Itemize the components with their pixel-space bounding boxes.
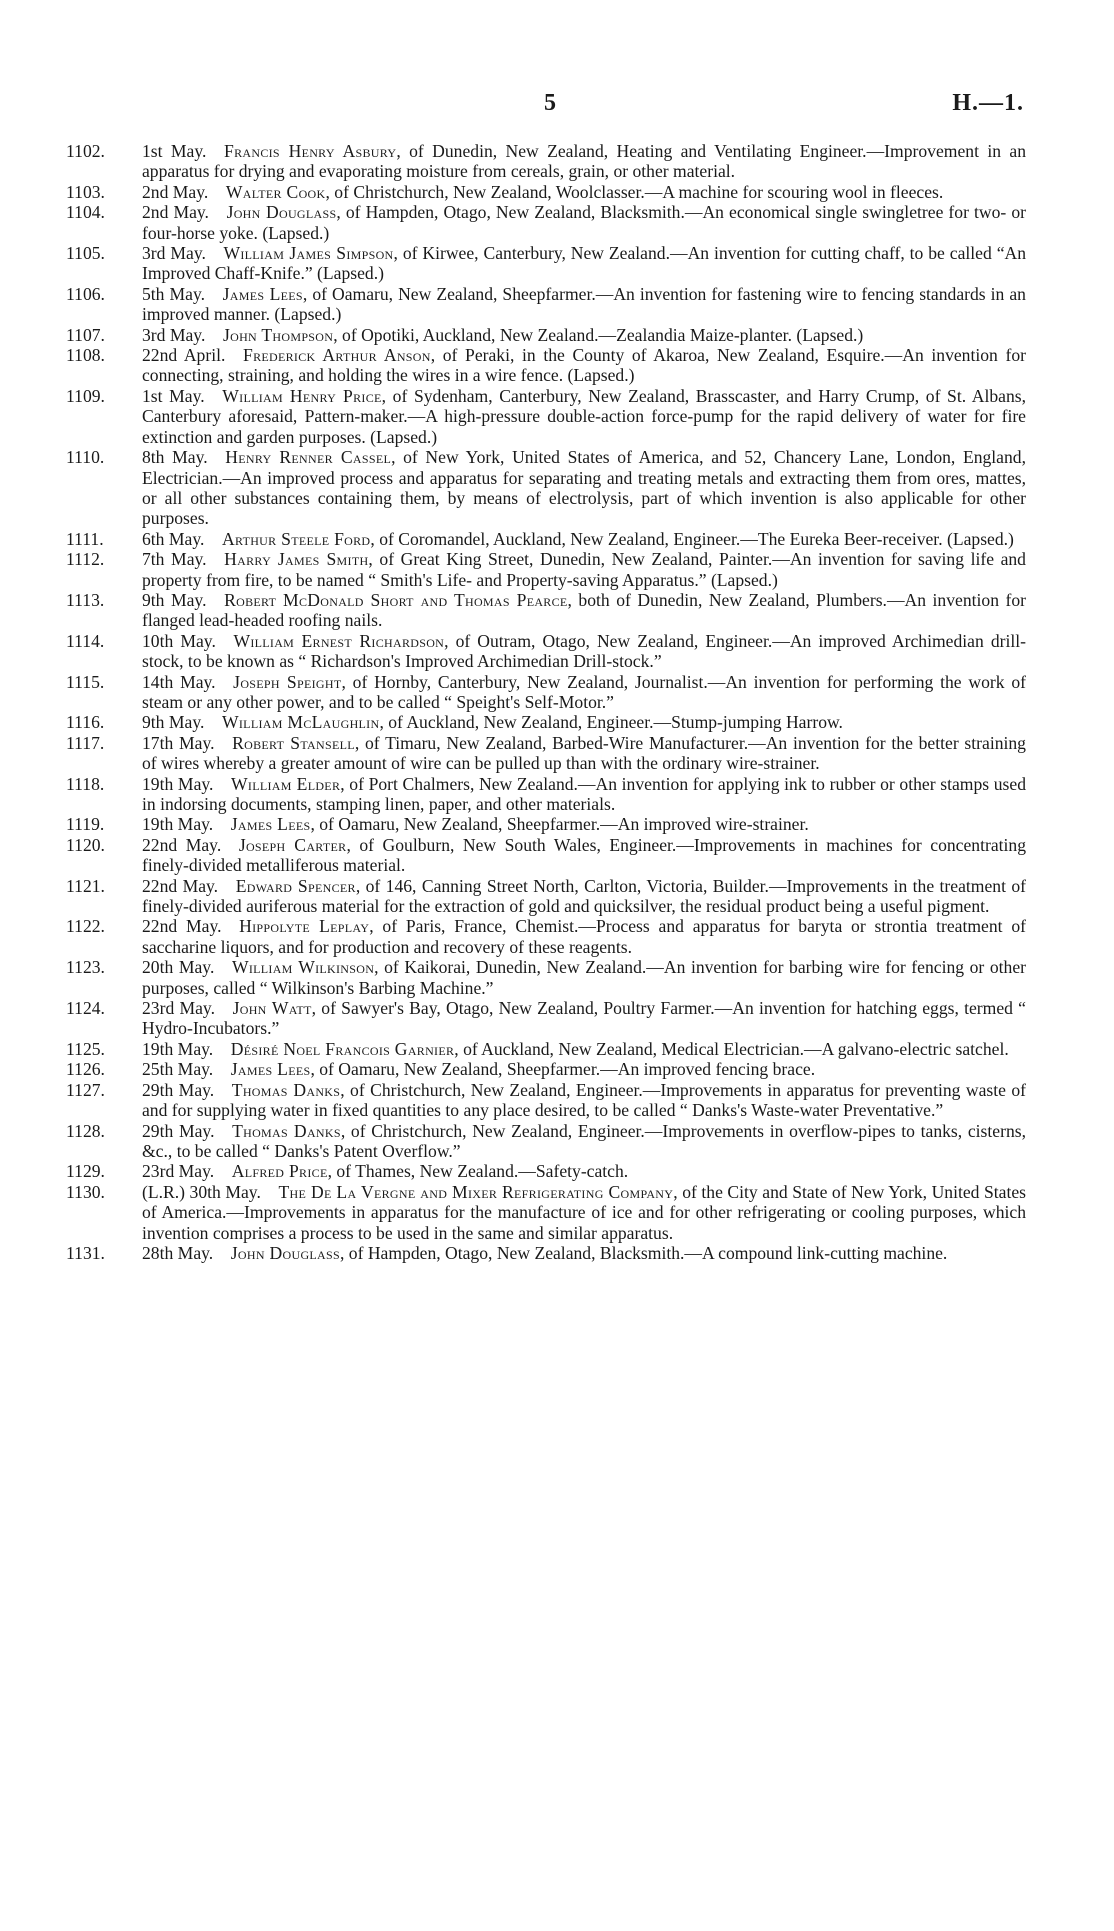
entry-number: 1111. [66, 528, 104, 549]
entry-description: , of Timaru, New Zealand, Barbed-Wire Manufacturer.—An invention for the better straining of wires whereby a greater amount of wire can be pulled up than with the ordinary wire-strainer. [142, 732, 1026, 774]
entry-description: , of Auckland, New Zealand, Medical Electrician.—A galvano-electric satchel. [454, 1038, 1009, 1059]
entry-description: , of Goulburn, New South Wales, Engineer.—Improvements in machines for concentrating finely-divided metalliferous material. [142, 834, 1026, 876]
entry-number: 1109. [66, 385, 105, 406]
entry-number: 1123. [66, 957, 105, 978]
applicant-name: William Wilkinson [231, 957, 375, 978]
patent-entry [66, 182, 1026, 202]
applicant-name: Joseph Speight [233, 671, 342, 692]
patent-entry [66, 1121, 1026, 1162]
applicant-name: Joseph Carter [238, 834, 347, 855]
applicant-name: William Ernest Richardson [233, 630, 445, 651]
applicant-name: Robert Stansell [232, 732, 355, 753]
entry-number: 1118. [66, 773, 105, 794]
entry-date: 5th May. [142, 283, 206, 304]
applicant-name: William James Simpson [223, 243, 394, 264]
entry-date: 7th May. [142, 549, 207, 570]
patent-entry [66, 712, 1026, 732]
entry-description: , of Christchurch, New Zealand, Woolclasser.—A machine for scouring wool in fleeces. [325, 181, 944, 202]
entry-date: 8th May. [142, 447, 208, 468]
entry-description: , of Hornby, Canterbury, New Zealand, Journalist.—An invention for performing the work of steam or any other power, and to be called “ Speight's Self-Motor.” [142, 671, 1026, 712]
entry-date: 22nd May. [142, 834, 222, 855]
entry-number: 1121. [66, 875, 105, 896]
entry-description: , of Kirwee, Canterbury, New Zealand.—An invention for cutting chaff, to be called “An Improved Chaff-Knife.” (Lapsed.) [142, 243, 1026, 284]
entry-date: 9th May. [142, 589, 207, 610]
entry-number: 1104. [66, 202, 105, 223]
applicant-name: Désiré Noel Francois Garnier [230, 1038, 455, 1059]
applicant-name: Harry James Smith [224, 549, 369, 570]
entry-number: 1112. [66, 549, 105, 570]
applicant-name: Robert McDonald Short and Thomas Pearce [224, 589, 568, 610]
patent-entry [66, 916, 1026, 957]
entry-number: 1115. [66, 671, 105, 692]
applicant-name: James Lees [222, 283, 303, 304]
patent-entry [66, 1080, 1026, 1121]
applicant-name: James Lees [230, 1059, 311, 1080]
entry-number: 1128. [66, 1120, 105, 1141]
entry-description: , of Outram, Otago, New Zealand, Engineer.—An improved Archimedian drill-stock, to be known as “ Richardson's Improved Archimedian Drill-stock.” [142, 630, 1026, 672]
entry-number: 1125. [66, 1038, 105, 1059]
entry-description: , of Oamaru, New Zealand, Sheepfarmer.—An improved wire-strainer. [310, 814, 809, 835]
applicant-name: John Thompson [222, 324, 334, 345]
page-reference: H.—1. [952, 90, 1024, 116]
patent-entry [66, 141, 1026, 182]
applicant-name: John Douglass [226, 202, 337, 223]
entry-date: 19th May. [142, 1038, 214, 1059]
entry-number: 1106. [66, 283, 105, 304]
entry-description: , of Hampden, Otago, New Zealand, Blacksmith.—An economical single swingletree for two- or four-horse yoke. (Lapsed.) [142, 202, 1026, 243]
entry-number: 1124. [66, 998, 105, 1019]
entry-number: 1103. [66, 181, 105, 202]
entry-description: , of Great King Street, Dunedin, New Zealand, Painter.—An invention for saving life and property from fire, to be named “ Smith's Life- and Property-saving Apparatus.” (Lapsed.) [142, 549, 1026, 590]
patent-entry [66, 447, 1026, 529]
entry-date: (L.R.) 30th May. [142, 1181, 261, 1202]
applicant-name: John Douglass [230, 1242, 340, 1263]
entry-date: 19th May. [142, 773, 214, 794]
entry-date: 9th May. [142, 712, 205, 733]
entry-date: 22nd May. [142, 875, 219, 896]
entry-date: 6th May. [142, 528, 205, 549]
patent-entry [66, 243, 1026, 284]
patent-entry [66, 998, 1026, 1039]
entry-description: , of Oamaru, New Zealand, Sheepfarmer.—An improved fencing brace. [310, 1059, 816, 1080]
patent-entry [66, 284, 1026, 325]
entry-date: 28th May. [142, 1242, 214, 1263]
applicant-name: James Lees [230, 814, 311, 835]
entry-description: , of Peraki, in the County of Akaroa, New Zealand, Esquire.—An invention for connecting, straining, and holding the wires in a wire fence. (Lapsed.) [142, 345, 1026, 386]
entry-number: 1120. [66, 834, 105, 855]
entry-number: 1108. [66, 345, 105, 366]
entry-description: , of Christchurch, New Zealand, Engineer.—Improvements in overflow-pipes to tanks, cisterns, &c., to be called “ Danks's Patent Overflow.” [142, 1120, 1026, 1161]
applicant-name: William McLaughlin [221, 712, 380, 733]
patent-entry [66, 631, 1026, 672]
entry-date: 20th May. [142, 957, 215, 978]
patent-entry [66, 1039, 1026, 1059]
patent-entry [66, 1161, 1026, 1181]
entry-number: 1129. [66, 1161, 105, 1182]
patent-entry [66, 549, 1026, 590]
entry-date: 25th May. [142, 1059, 214, 1080]
patent-entry [66, 957, 1026, 998]
applicant-name: The De La Vergne and Mixer Refrigerating Company [278, 1181, 674, 1202]
patent-entry [66, 529, 1026, 549]
entry-number: 1119. [66, 814, 105, 835]
patent-entry [66, 835, 1026, 876]
entry-description: , of Sydenham, Canterbury, New Zealand, Brasscaster, and Harry Crump, of St. Albans, Canterbury aforesaid, Pattern-maker.—A high-pressure double-action force-pump for the rapid delivery of water for fire extinction and garden purposes. (Lapsed.) [142, 385, 1027, 447]
patent-entry [66, 386, 1026, 447]
entry-description: , of Opotiki, Auckland, New Zealand.—Zealandia Maize-planter. (Lapsed.) [333, 324, 864, 345]
applicant-name: Alfred Price [231, 1161, 328, 1182]
entry-date: 22nd April. [142, 345, 226, 366]
applicant-name: Walter Cook [225, 181, 326, 202]
patent-entry [66, 1182, 1026, 1243]
entry-description: , of Auckland, New Zealand, Engineer.—Stump-jumping Harrow. [379, 712, 843, 733]
patent-entry [66, 672, 1026, 713]
applicant-name: Thomas Danks [232, 1120, 341, 1141]
entry-description: , of Sawyer's Bay, Otago, New Zealand, Poultry Farmer.—An invention for hatching eggs, termed “ Hydro-Incubators.” [142, 998, 1026, 1039]
entry-date: 14th May. [142, 671, 216, 692]
entry-description: , of 146, Canning Street North, Carlton, Victoria, Builder.—Improvements in the treatment of finely-divided auriferous material for the extraction of gold and quicksilver, the residual product being a useful pigment. [142, 875, 1027, 917]
entry-number: 1110. [66, 447, 105, 468]
entry-date: 3rd May. [142, 324, 206, 345]
patent-entry [66, 876, 1026, 917]
entry-date: 22nd May. [142, 916, 222, 937]
applicant-name: Arthur Steele Ford [221, 528, 371, 549]
entry-date: 2nd May. [142, 202, 209, 223]
entry-description: , of Coromandel, Auckland, New Zealand, Engineer.—The Eureka Beer-receiver. (Lapsed.) [370, 528, 1014, 549]
entry-number: 1105. [66, 243, 105, 264]
entry-number: 1107. [66, 324, 105, 345]
applicant-name: William Henry Price [222, 385, 382, 406]
applicant-name: Francis Henry Asbury [224, 141, 397, 161]
entry-description: , of Dunedin, New Zealand, Heating and Ventilating Engineer.—Improvement in an apparatus for drying and evaporating moisture from cereals, grain, or other material. [142, 141, 1026, 182]
entry-number: 1102. [66, 141, 105, 161]
entry-number: 1117. [66, 732, 105, 753]
patent-entry [66, 814, 1026, 834]
entry-description: , of the City and State of New York, United States of America.—Improvements in apparatus for the manufacture of ice and for other refrigerating or cooling purposes, which invention comprises a process to be used in the same and similar apparatus. [142, 1181, 1027, 1243]
entry-number: 1126. [66, 1059, 105, 1080]
entry-date: 23rd May. [142, 998, 215, 1019]
applicant-name: Edward Spencer [235, 875, 356, 896]
entry-number: 1114. [66, 630, 105, 651]
entry-description: , of Port Chalmers, New Zealand.—An invention for applying ink to rubber or other stamps used in indorsing documents, stamping linen, paper, and other materials. [142, 773, 1026, 814]
entry-description: , of Oamaru, New Zealand, Sheepfarmer.—An invention for fastening wire to fencing standards in an improved manner. (Lapsed.) [142, 283, 1026, 325]
entry-description: , of Paris, France, Chemist.—Process and apparatus for baryta or strontia treatment of saccharine liquors, and for production and recovery of these reagents. [142, 916, 1027, 957]
entry-date: 29th May. [142, 1079, 215, 1100]
applicant-name: Hippolyte Leplay [239, 916, 370, 937]
applicant-name: Henry Renner Cassel [225, 447, 392, 468]
entry-date: 2nd May. [142, 181, 209, 202]
applicant-name: Frederick Arthur Anson [242, 345, 431, 366]
patent-entry [66, 325, 1026, 345]
patent-entry [66, 733, 1026, 774]
entry-description: , of Hampden, Otago, New Zealand, Blacksmith.—A compound link-cutting machine. [339, 1242, 948, 1263]
entry-description: , of Thames, New Zealand.—Safety-catch. [327, 1161, 629, 1182]
patent-entry [66, 1059, 1026, 1079]
entry-number: 1127. [66, 1079, 105, 1100]
patent-entries-list [66, 141, 1026, 1263]
entry-number: 1131. [66, 1242, 105, 1263]
entry-number: 1130. [66, 1181, 105, 1202]
entry-description: , of Christchurch, New Zealand, Engineer.—Improvements in apparatus for preventing waste of and for supplying water in fixed quantities to any place desired, to be called “ Danks's Waste-water Preventative.” [142, 1079, 1026, 1121]
applicant-name: Thomas Danks [231, 1079, 341, 1100]
applicant-name: William Elder [231, 773, 341, 794]
entry-date: 1st May. [142, 385, 205, 406]
entry-date: 17th May. [142, 732, 215, 753]
entry-date: 29th May. [142, 1120, 215, 1141]
entry-date: 23rd May. [142, 1161, 215, 1182]
patent-entry [66, 590, 1026, 631]
patent-entry [66, 1243, 1026, 1263]
entry-date: 10th May. [142, 630, 216, 651]
entry-description: , of New York, United States of America, and 52, Chancery Lane, London, England, Electrician.—An improved process and apparatus for separating and treating metals and extracting them from ores, mattes, or all other substances containing them, by means of electrolysis, part of which invention is also applicable for other purposes. [142, 447, 1026, 529]
entry-date: 19th May. [142, 814, 214, 835]
entry-date: 3rd May. [142, 243, 206, 264]
patent-entry [66, 345, 1026, 386]
entry-number: 1116. [66, 712, 105, 733]
entry-number: 1113. [66, 589, 105, 610]
applicant-name: John Watt [232, 998, 312, 1019]
entry-description: , of Kaikorai, Dunedin, New Zealand.—An invention for barbing wire for fencing or other purposes, called “ Wilkinson's Barbing Machine.” [142, 957, 1026, 998]
entry-date: 1st May. [142, 141, 207, 161]
page-number: 5 [544, 90, 556, 116]
entry-description: , both of Dunedin, New Zealand, Plumbers.—An invention for flanged lead-headed roofing nails. [142, 589, 1026, 631]
entry-number: 1122. [66, 916, 105, 937]
patent-entry [66, 774, 1026, 815]
patent-entry [66, 202, 1026, 243]
